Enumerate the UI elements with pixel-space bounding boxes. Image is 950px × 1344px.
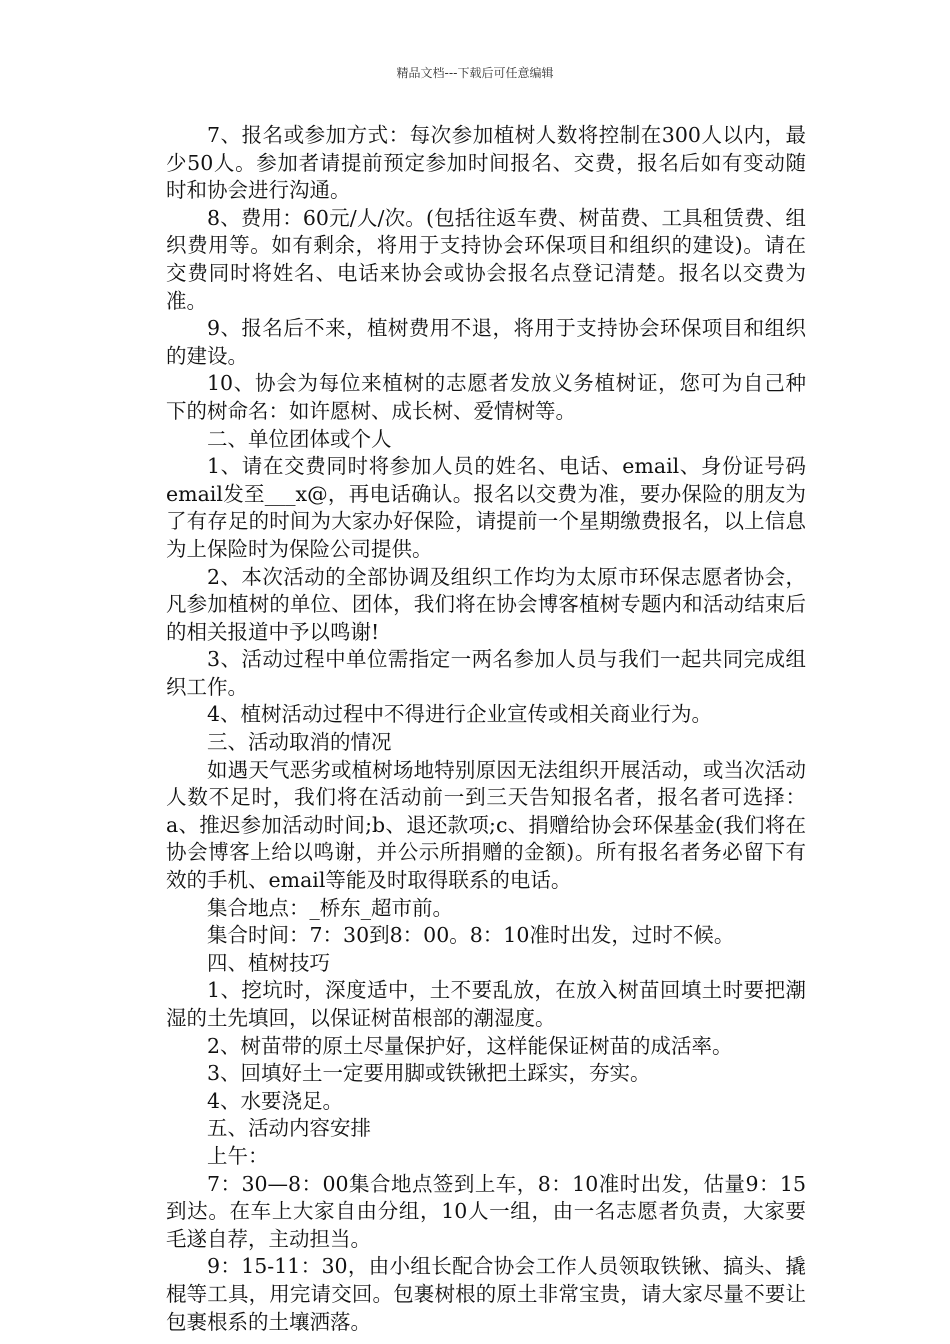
section-heading-cancellation: 三、活动取消的情况 — [207, 730, 392, 755]
paragraph-7-registration: 7、报名或参加方式：每次参加植树人数将控制在300人以内，最少50人。参加者请提前预定参加时间报名、交费，报名后如有变动随时和协会进行沟通。 — [166, 123, 806, 203]
paragraph-10-certificate: 10、协会为每位来植树的志愿者发放义务植树证，您可为自己种下的树命名：如许愿树、成长树、爱情树等。 — [166, 371, 806, 423]
schedule-item-2: 9：15-11：30，由小组长配合协会工作人员领取铁锹、搞头、撬棍等工具，用完请交回。包裹树根的原土非常宝贵，请大家尽量不要让包裹根系的土壤洒落。 — [166, 1254, 806, 1334]
paragraph-cancellation: 如遇天气恶劣或植树场地特别原因无法组织开展活动，或当次活动人数不足时，我们将在活动前一到三天告知报名者，报名者可选择：a、推迟参加活动时间;b、退还款项;c、捐赠给协会环保基金(我们将在协会博客上给以鸣谢，并公示所捐赠的金额)。所有报名者务必留下有效的手机、email等能及时取得联系的电话。 — [166, 757, 806, 893]
technique-3: 3、回填好土一定要用脚或铁锹把土踩实，夯实。 — [207, 1061, 651, 1086]
meeting-time: 集合时间：7：30到8：00。8：10准时出发，过时不候。 — [207, 923, 735, 948]
paragraph-8-fee: 8、费用：60元/人/次。(包括往返车费、树苗费、工具租赁费、组织费用等。如有剩余，将用于支持协会环保项目和组织的建设)。请在交费同时将姓名、电话来协会或协会报名点登记清楚。报名以交费为准。 — [166, 205, 806, 313]
document-body — [166, 122, 806, 1336]
section-heading-groups: 二、单位团体或个人 — [207, 426, 392, 451]
paragraph-9-no-refund: 9、报名后不来，植树费用不退，将用于支持协会环保项目和组织的建设。 — [166, 316, 806, 368]
technique-4: 4、水要浇足。 — [207, 1088, 344, 1113]
technique-1: 1、挖坑时，深度适中，土不要乱放，在放入树苗回填土时要把潮湿的土先填回，以保证树苗根部的潮湿度。 — [166, 978, 806, 1030]
section-heading-techniques: 四、植树技巧 — [207, 950, 330, 975]
schedule-item-1: 7：30—8：00集合地点签到上车，8：10准时出发，估量9：15到达。在车上大家自由分组，10人一组，由一名志愿者负责，大家要毛遂自荐，主动担当。 — [166, 1171, 806, 1251]
schedule-morning-label: 上午： — [207, 1143, 269, 1168]
page-header: 精品文档---下载后可任意编辑 — [396, 66, 554, 80]
meeting-place: 集合地点：_桥东_超市前。 — [207, 895, 453, 920]
paragraph-group-2: 2、本次活动的全部协调及组织工作均为太原市环保志愿者协会，凡参加植树的单位、团体，我们将在协会博客植树专题内和活动结束后的相关报道中予以鸣谢! — [166, 564, 806, 644]
paragraph-group-4: 4、植树活动过程中不得进行企业宣传或相关商业行为。 — [207, 702, 713, 727]
paragraph-group-1: 1、请在交费同时将参加人员的姓名、电话、email、身份证号码email发至___x@，再电话确认。报名以交费为准，要办保险的朋友为了有存足的时间为大家办好保险，请提前一个星期缴费报名，以上信息为上保险时为保险公司提供。 — [166, 454, 806, 561]
technique-2: 2、树苗带的原土尽量保护好，这样能保证树苗的成活率。 — [207, 1033, 733, 1058]
section-heading-schedule: 五、活动内容安排 — [207, 1116, 371, 1141]
paragraph-group-3: 3、活动过程中单位需指定一两名参加人员与我们一起共同完成组织工作。 — [166, 647, 806, 699]
